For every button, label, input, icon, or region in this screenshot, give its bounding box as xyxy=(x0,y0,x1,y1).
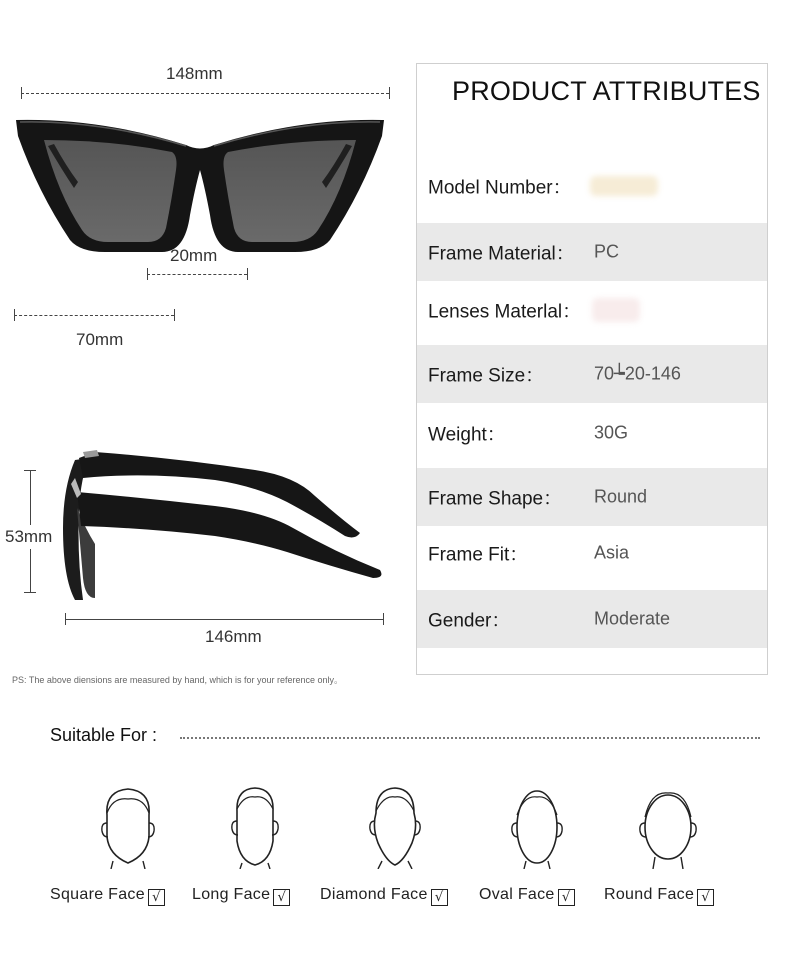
face-label-long xyxy=(192,886,290,906)
attribute-row-frame-shape xyxy=(417,468,767,526)
lens-width-line xyxy=(14,315,174,316)
face-label-text: Long Face xyxy=(192,886,271,903)
attribute-row-frame-fit xyxy=(417,524,767,582)
check-icon: √ xyxy=(431,889,448,906)
long-face-icon xyxy=(220,785,290,869)
attribute-value: Moderate xyxy=(594,608,671,629)
temple-tick-right xyxy=(383,613,384,625)
attribute-row-frame-size xyxy=(417,345,767,403)
attributes-title: PRODUCT ATTRIBUTES xyxy=(452,76,761,106)
lens-width-label: 70mm xyxy=(76,330,124,349)
check-icon: √ xyxy=(697,889,714,906)
attribute-row-weight xyxy=(417,404,767,462)
product-attributes-panel xyxy=(416,63,768,675)
bridge-line xyxy=(147,274,247,275)
attribute-row-frame-material xyxy=(417,223,767,281)
attribute-key: Lenses Materlal： xyxy=(428,301,582,323)
attribute-value: 30G xyxy=(594,422,629,443)
attribute-key: Frame Shape： xyxy=(428,488,563,510)
attribute-key: Frame Size： xyxy=(428,365,545,387)
measurement-note: PS: The above diensions are measured by hand, which is for your reference only。 xyxy=(12,675,344,685)
round-face-icon xyxy=(633,785,703,869)
lens-height-tick-bottom xyxy=(24,592,36,593)
attribute-key: Frame Material： xyxy=(428,243,575,265)
attribute-row-lenses-material xyxy=(417,281,767,339)
sunglasses-side-image xyxy=(55,448,390,608)
attribute-key: Model Number： xyxy=(428,177,572,199)
attribute-value: Asia xyxy=(594,542,630,563)
attribute-row-gender xyxy=(417,590,767,648)
total-width-tick-right xyxy=(389,87,390,99)
face-label-text: Round Face xyxy=(604,886,695,903)
bridge-tick-right xyxy=(247,268,248,280)
temple-length-label: 146mm xyxy=(205,627,262,646)
blurred-model-number xyxy=(590,176,658,196)
check-icon: √ xyxy=(273,889,290,906)
lens-height-label: 53mm xyxy=(5,525,52,549)
temple-line xyxy=(65,619,383,620)
face-label-text: Diamond Face xyxy=(320,886,428,903)
attribute-value: PC xyxy=(594,241,620,262)
total-width-label: 148mm xyxy=(166,64,223,83)
oval-face-icon xyxy=(502,785,572,869)
attribute-value: 70┶20-146 xyxy=(594,363,681,384)
attribute-value: Round xyxy=(594,486,648,507)
diamond-face-icon xyxy=(360,785,430,869)
attribute-row-model-number xyxy=(417,157,767,215)
bridge-label: 20mm xyxy=(170,246,218,265)
attribute-key: Gender： xyxy=(428,610,511,632)
face-label-text: Square Face xyxy=(50,886,145,903)
face-label-round xyxy=(604,886,714,906)
face-label-diamond xyxy=(320,886,448,906)
face-label-oval xyxy=(479,886,575,906)
attribute-key: Weight： xyxy=(428,424,506,446)
face-label-text: Oval Face xyxy=(479,886,555,903)
sunglasses-front-image xyxy=(10,110,390,260)
blurred-lenses-material xyxy=(592,298,640,322)
dotted-divider xyxy=(180,737,760,739)
total-width-line xyxy=(21,93,389,94)
check-icon: √ xyxy=(148,889,165,906)
lens-width-tick-right xyxy=(174,309,175,321)
square-face-icon xyxy=(93,785,163,869)
suitable-for-label: Suitable For : xyxy=(50,725,158,745)
attribute-key: Frame Fit： xyxy=(428,544,529,566)
face-label-square xyxy=(50,886,165,906)
check-icon: √ xyxy=(558,889,575,906)
